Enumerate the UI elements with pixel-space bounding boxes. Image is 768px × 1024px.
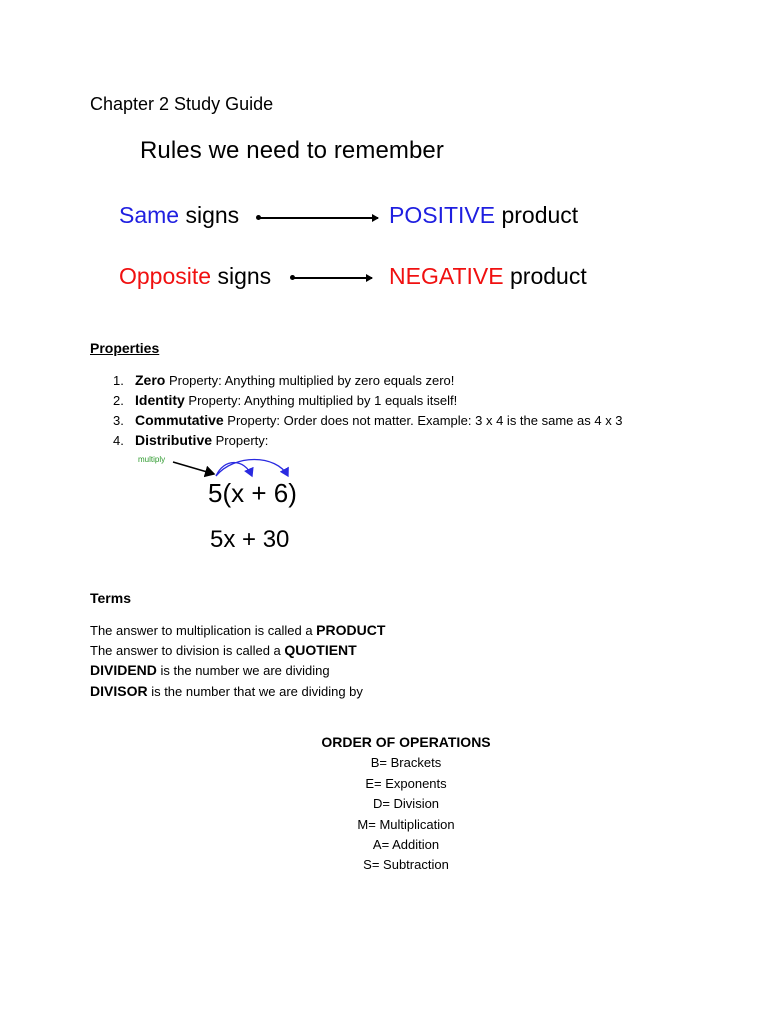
- distributive-illustration: [136, 450, 311, 560]
- term-line: DIVIDEND is the number we are dividing: [90, 662, 330, 678]
- order-item: B= Brackets: [370, 755, 442, 770]
- same-rule-arrow-icon: [258, 217, 378, 219]
- opposite-word: Opposite: [119, 263, 212, 289]
- order-heading: ORDER OF OPERATIONS: [321, 734, 491, 750]
- positive-product-text: product: [495, 202, 579, 228]
- opposite-signs-text: signs: [211, 263, 272, 289]
- property-item: 3. Commutative Property: Order does not matter. Example: 3 x 4 is the same as 4 x 3: [113, 412, 623, 428]
- property-item: 1. Zero Property: Anything multiplied by zero equals zero!: [113, 372, 455, 388]
- term-line: The answer to multiplication is called a PRODUCT: [90, 622, 386, 638]
- term-line: DIVISOR is the number that we are dividing by: [90, 683, 363, 699]
- positive-word: POSITIVE: [389, 202, 496, 228]
- same-word: Same: [119, 202, 180, 228]
- property-item: 2. Identity Property: Anything multiplied by 1 equals itself!: [113, 392, 458, 408]
- terms-heading: Terms: [90, 590, 131, 606]
- multiply-label: multiply: [138, 455, 166, 464]
- order-item: S= Subtraction: [363, 857, 449, 872]
- same-signs-text: signs: [179, 202, 240, 228]
- rule-same-signs: [119, 202, 239, 229]
- rule-opposite-signs: [119, 263, 271, 290]
- negative-word: NEGATIVE: [389, 263, 504, 289]
- negative-product-text: product: [503, 263, 587, 289]
- rules-heading: Rules we need to remember: [140, 137, 444, 164]
- property-name: Commutative: [135, 412, 224, 428]
- opposite-rule-arrow-icon: [292, 277, 372, 279]
- property-item: 4. Distributive Property:: [113, 432, 269, 448]
- term-line: The answer to division is called a QUOTIENT: [90, 642, 357, 658]
- rule-positive-product: [389, 202, 578, 229]
- order-item: D= Division: [372, 796, 440, 811]
- property-name: Zero: [135, 372, 166, 388]
- order-item: E= Exponents: [365, 776, 447, 791]
- page-title: Chapter 2 Study Guide: [90, 94, 274, 114]
- property-name: Distributive: [135, 432, 213, 448]
- properties-heading: Properties: [90, 340, 160, 356]
- order-item: A= Addition: [372, 837, 440, 852]
- distributive-expression: 5(x + 6): [208, 478, 297, 508]
- order-item: M= Multiplication: [357, 817, 455, 832]
- property-name: Identity: [135, 392, 185, 408]
- rule-negative-product: [389, 263, 587, 290]
- distributive-result: 5x + 30: [210, 526, 290, 553]
